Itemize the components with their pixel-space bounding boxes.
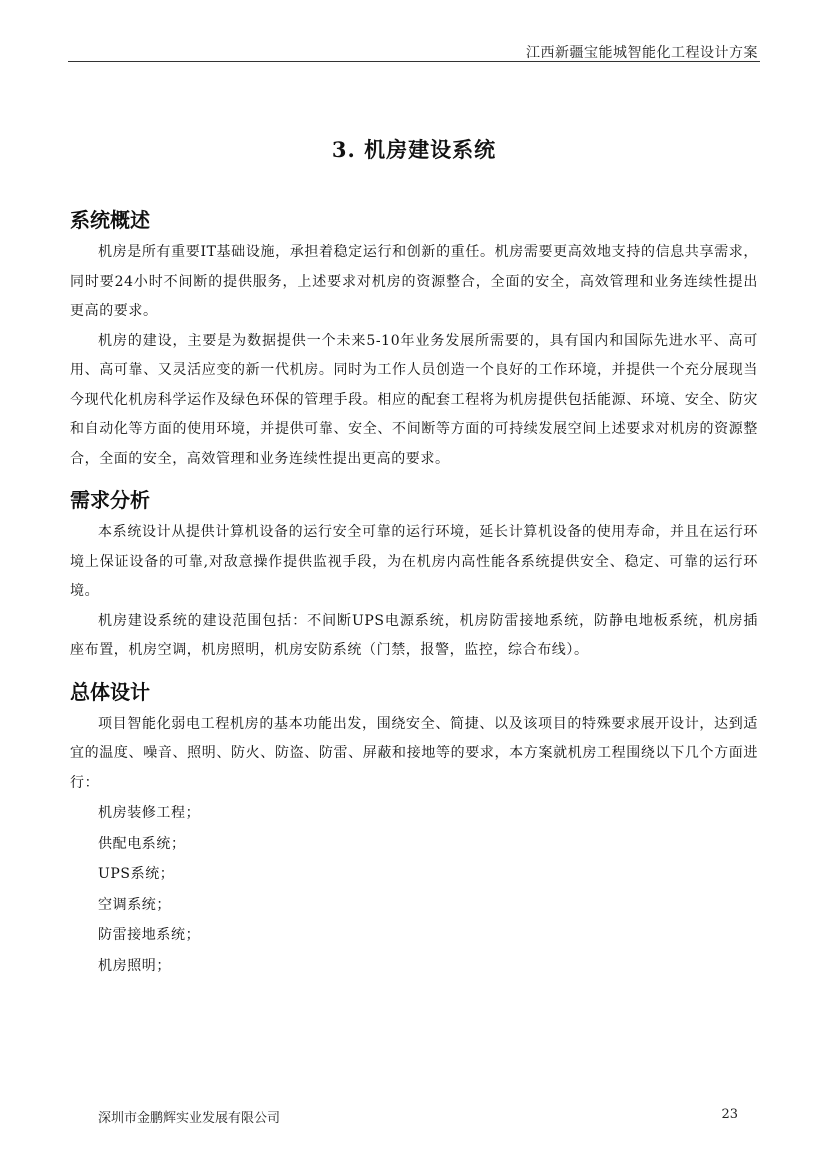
list-item: 供配电系统； bbox=[98, 835, 186, 852]
list-item: 防雷接地系统； bbox=[98, 927, 201, 943]
list-item: 机房照明； bbox=[98, 957, 171, 974]
body-content bbox=[70, 202, 758, 989]
section-heading: 总体设计 bbox=[70, 679, 150, 704]
list-item: UPS系统； bbox=[98, 866, 175, 882]
page-number: 23 bbox=[721, 1107, 738, 1122]
section-heading: 需求分析 bbox=[70, 488, 150, 512]
paragraph: 机房的建设，主要是为数据提供一个未来5-10年业务发展所需要的，具有国内和国际先进水平、高可用、高可靠、又灵活应变的新一代机房。同时为工作人员创造一个良好的工作环境，并提供一个充分展现当今现代化机房科学运作及绿色环保的管理手段。相应的配套工程将为机房提供包括能源、环境、安全、防灾和自动化等方面的使用环境，并提供可靠、安全、不间断等方面的可持续发展空间上述要求对机房的资源整合，全面的安全，高效管理和业务连续性提出更高的要求。 bbox=[70, 332, 758, 467]
section-overall-design bbox=[70, 674, 758, 982]
running-header: 江西新疆宝能城智能化工程设计方案 bbox=[526, 45, 758, 61]
design-item-list bbox=[70, 798, 758, 981]
footer-company: 深圳市金鹏辉实业发展有限公司 bbox=[98, 1111, 281, 1126]
list-item: 机房装修工程； bbox=[98, 805, 201, 821]
paragraph: 本系统设计从提供计算机设备的运行安全可靠的运行环境，延长计算机设备的使用寿命，并且在运行环境上保证设备的可靠,对敌意操作提供监视手段，为在机房内高性能各系统提供安全、稳定、可靠的运行环境。 bbox=[70, 524, 758, 599]
document-title: 3. 机房建设系统 bbox=[331, 137, 497, 162]
section-overview bbox=[70, 202, 758, 474]
paragraph: 机房建设系统的建设范围包括：不间断UPS电源系统，机房防雷接地系统，防静电地板系统，机房插座布置，机房空调，机房照明，机房安防系统（门禁，报警，监控，综合布线）。 bbox=[70, 612, 758, 658]
list-item: 空调系统； bbox=[98, 896, 171, 913]
section-requirements bbox=[70, 482, 758, 666]
paragraph: 机房是所有重要IT基础设施，承担着稳定运行和创新的重任。机房需要更高效地支持的信息共享需求，同时要24小时不间断的提供服务，上述要求对机房的资源整合，全面的安全，高效管理和业务连续性提出更高的要求。 bbox=[70, 244, 758, 319]
paragraph: 项目智能化弱电工程机房的基本功能出发，围绕安全、简捷、以及该项目的特殊要求展开设计，达到适宜的温度、噪音、照明、防火、防盗、防雷、屏蔽和接地等的要求，本方案就机房工程围绕以下几个方面进行： bbox=[70, 715, 758, 791]
header-rule bbox=[68, 61, 760, 62]
section-heading: 系统概述 bbox=[70, 208, 150, 232]
